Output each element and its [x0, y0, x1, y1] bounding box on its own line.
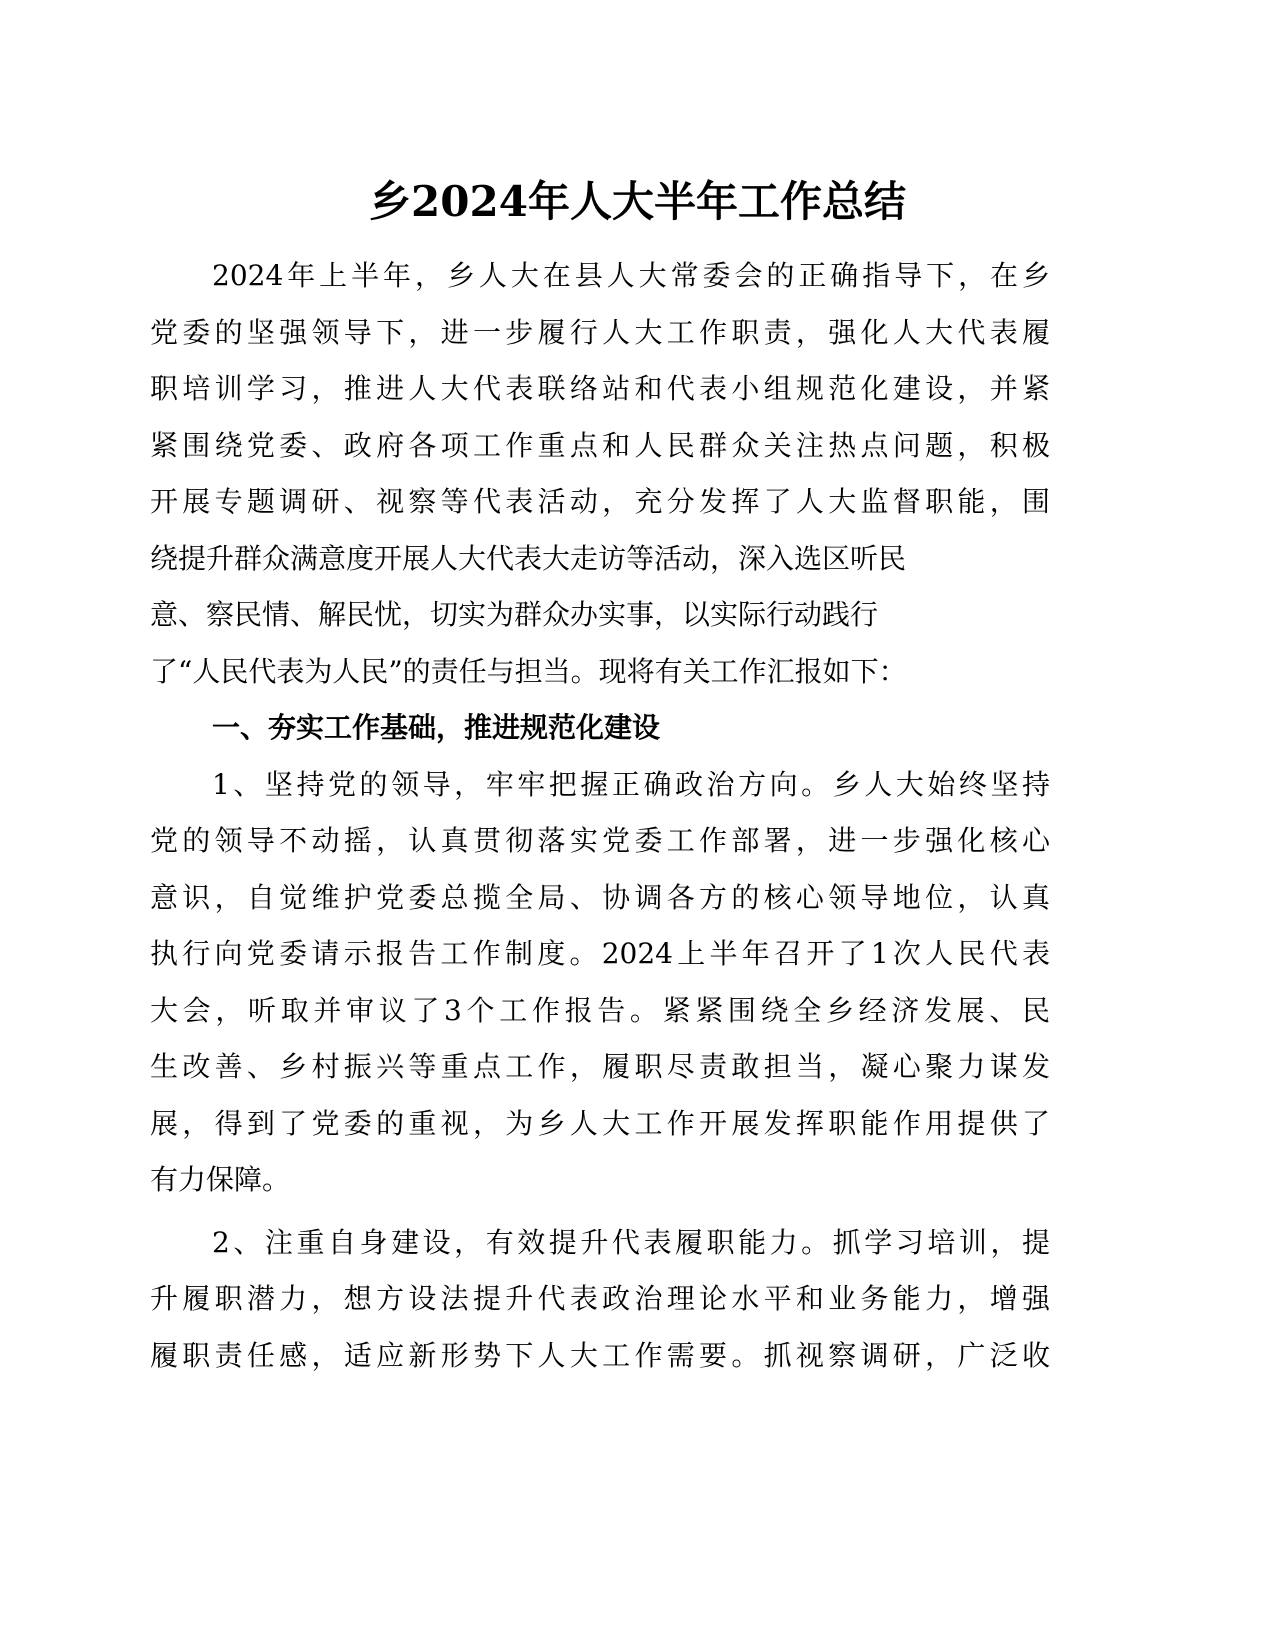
paragraph-line: 1、坚持党的领导，牢牢把握正确政治方向。乡人大始终坚持 [212, 767, 1050, 801]
paragraph-line: 2024年上半年，乡人大在县人大常委会的正确指导下，在乡 [212, 259, 1050, 292]
paragraph-line: 意识，自觉维护党委总揽全局、协调各方的核心领导地位，认真 [150, 880, 1050, 914]
paragraph-line: 执行向党委请示报告工作制度。2024上半年召开了1次人民代表 [150, 937, 1050, 970]
paragraph-line: 有力保障。 [150, 1163, 291, 1196]
paragraph-line: 大会，听取并审议了3个工作报告。紧紧围绕全乡经济发展、民 [150, 993, 1050, 1027]
paragraph-line: 意、察民情、解民忧，切实为群众办实事，以实际行动践行 [150, 598, 879, 631]
paragraph-line: 2、注重自身建设，有效提升代表履职能力。抓学习培训，提 [212, 1225, 1050, 1259]
paragraph-line: 了“人民代表为人民”的责任与担当。现将有关工作汇报如下： [150, 654, 907, 688]
paragraph-line: 党委的坚强领导下，进一步履行人大工作职责，强化人大代表履 [150, 315, 1050, 349]
paragraph-line: 党的领导不动摇，认真贯彻落实党委工作部署，进一步强化核心 [150, 824, 1050, 857]
paragraph-line: 生改善、乡村振兴等重点工作，履职尽责敢担当，凝心聚力谋发 [150, 1050, 1050, 1083]
paragraph-line: 升履职潜力，想方设法提升代表政治理论水平和业务能力，增强 [150, 1282, 1050, 1315]
paragraph-line: 绕提升群众满意度开展人大代表大走访等活动，深入选区听民 [150, 541, 907, 575]
document-body [150, 248, 1050, 1384]
section-heading: 一、夯实工作基础，推进规范化建设 [212, 711, 661, 744]
paragraph-line: 紧围绕党委、政府各项工作重点和人民群众关注热点问题，积极 [150, 428, 1050, 462]
paragraph-line: 开展专题调研、视察等代表活动，充分发挥了人大监督职能，围 [150, 485, 1050, 518]
paragraph-line: 履职责任感，适应新形势下人大工作需要。抓视察调研，广泛收 [150, 1338, 1050, 1372]
paragraph-line: 展，得到了党委的重视，为乡人大工作开展发挥职能作用提供了 [150, 1106, 1050, 1140]
document-title: 乡2024年人大半年工作总结 [369, 177, 906, 226]
paragraph-line: 职培训学习，推进人大代表联络站和代表小组规范化建设，并紧 [150, 372, 1050, 405]
